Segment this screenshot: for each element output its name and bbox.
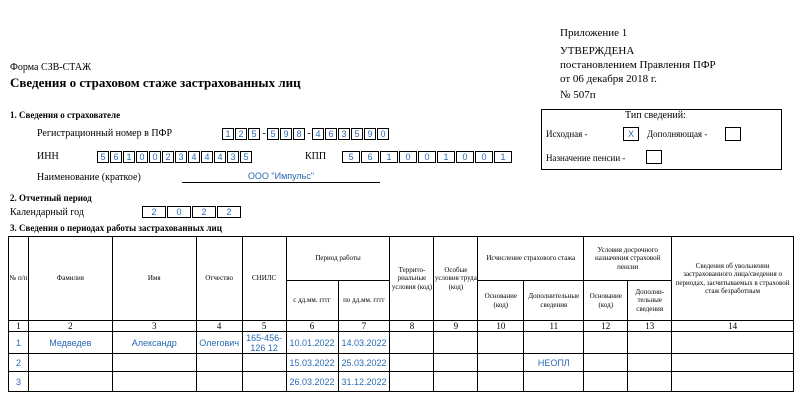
kpp-field[interactable]	[342, 151, 513, 163]
cell-to[interactable]: 14.03.2022	[338, 332, 390, 354]
column-numbers-row	[9, 321, 794, 332]
cell-patronymic[interactable]	[196, 354, 242, 372]
header-early-conditions: Условия досрочного назначения страховой пенсии	[584, 237, 672, 281]
reg-number-field[interactable]	[222, 128, 390, 140]
work-periods-table	[8, 236, 794, 392]
cell-basis2[interactable]	[584, 332, 628, 354]
reg-digit: 2	[235, 128, 247, 140]
table-row	[9, 354, 794, 372]
row-num: 3	[9, 372, 29, 392]
reg-digit: 8	[293, 128, 305, 140]
col-number: 8	[390, 321, 434, 332]
cell-snils[interactable]	[242, 354, 286, 372]
kpp-digit: 1	[494, 151, 512, 163]
pension-label: Назначение пенсии -	[546, 153, 626, 163]
cell-from[interactable]: 15.03.2022	[286, 354, 338, 372]
year-label: Календарный год	[10, 207, 84, 218]
cell-basis[interactable]	[478, 354, 524, 372]
approved-number: № 507п	[560, 89, 596, 101]
cell-name[interactable]: Александр	[112, 332, 196, 354]
cell-surname[interactable]: Медведев	[28, 332, 112, 354]
kpp-digit: 6	[361, 151, 379, 163]
cell-special[interactable]	[434, 354, 478, 372]
cell-additional2[interactable]	[628, 372, 672, 392]
pension-checkbox[interactable]	[646, 150, 662, 164]
inn-digit: 1	[123, 151, 135, 163]
inn-digit: 5	[97, 151, 109, 163]
section1-heading: 1. Сведения о страхователе	[10, 110, 121, 120]
inn-digit: 5	[240, 151, 252, 163]
cell-patronymic[interactable]: Олегович	[196, 332, 242, 354]
cell-surname[interactable]	[28, 372, 112, 392]
col-number: 10	[478, 321, 524, 332]
cell-basis2[interactable]	[584, 372, 628, 392]
col-number: 4	[196, 321, 242, 332]
inn-digit: 2	[162, 151, 174, 163]
header-surname: Фамилия	[28, 237, 112, 321]
cell-additional2[interactable]	[628, 332, 672, 354]
reg-digit: 0	[377, 128, 389, 140]
approved-date: от 06 декабря 2018 г.	[560, 73, 657, 85]
reg-digit: 5	[248, 128, 260, 140]
cell-name[interactable]	[112, 354, 196, 372]
reg-digit: 4	[312, 128, 324, 140]
inn-label: ИНН	[37, 151, 59, 162]
header-dismissal: Сведения об увольнении застрахованного лица/сведения о периодах, засчитываемых в страховой стаж безработным	[672, 237, 794, 321]
cell-territorial[interactable]	[390, 332, 434, 354]
kpp-digit: 0	[456, 151, 474, 163]
year-digit: 2	[217, 206, 241, 218]
header-basis2: Основание (код)	[584, 281, 628, 321]
cell-snils[interactable]: 165-456-126 12	[242, 332, 286, 354]
cell-special[interactable]	[434, 372, 478, 392]
cell-basis2[interactable]	[584, 354, 628, 372]
cell-snils[interactable]	[242, 372, 286, 392]
inn-digit: 4	[214, 151, 226, 163]
initial-checkbox[interactable]: X	[623, 127, 639, 141]
header-to: по дд.мм. гггг	[338, 281, 390, 321]
cell-from[interactable]: 26.03.2022	[286, 372, 338, 392]
year-digit: 2	[142, 206, 166, 218]
header-additional2: Дополни-тельные сведения	[628, 281, 672, 321]
col-number: 7	[338, 321, 390, 332]
cell-surname[interactable]	[28, 354, 112, 372]
page-title: Сведения о страховом стаже застрахованных лиц	[10, 75, 301, 90]
cell-patronymic[interactable]	[196, 372, 242, 392]
cell-dismissal[interactable]	[672, 354, 794, 372]
short-name-label: Наименование (краткое)	[37, 172, 141, 183]
reg-digit: 6	[325, 128, 337, 140]
header-basis: Основание (код)	[478, 281, 524, 321]
cell-dismissal[interactable]	[672, 332, 794, 354]
inn-digit: 0	[149, 151, 161, 163]
inn-field[interactable]	[97, 151, 253, 163]
col-number: 12	[584, 321, 628, 332]
initial-label: Исходная -	[546, 129, 588, 139]
approved-by: постановлением Правления ПФР	[560, 59, 716, 71]
col-number: 11	[524, 321, 584, 332]
header-num: № п/п	[9, 237, 29, 321]
row-num: 2	[9, 354, 29, 372]
col-number: 6	[286, 321, 338, 332]
header-snils: СНИЛС	[242, 237, 286, 321]
col-number: 13	[628, 321, 672, 332]
cell-name[interactable]	[112, 372, 196, 392]
header-additional: Дополнительные сведения	[524, 281, 584, 321]
cell-additional[interactable]	[524, 372, 584, 392]
header-name: Имя	[112, 237, 196, 321]
kpp-label: КПП	[305, 151, 327, 162]
supplementary-label: Дополняющая -	[647, 129, 708, 139]
cell-territorial[interactable]	[390, 354, 434, 372]
inn-digit: 3	[175, 151, 187, 163]
cell-territorial[interactable]	[390, 372, 434, 392]
inn-digit: 6	[110, 151, 122, 163]
kpp-digit: 5	[342, 151, 360, 163]
supplementary-checkbox[interactable]	[725, 127, 741, 141]
inn-digit: 4	[188, 151, 200, 163]
col-number: 3	[112, 321, 196, 332]
col-number: 1	[9, 321, 29, 332]
year-field[interactable]	[142, 206, 242, 218]
header-special: Особые условия труда (код)	[434, 237, 478, 321]
appendix-number: Приложение 1	[560, 27, 628, 39]
inn-digit: 4	[201, 151, 213, 163]
cell-to[interactable]: 25.03.2022	[338, 354, 390, 372]
short-name-field[interactable]: ООО "Импульс"	[182, 171, 380, 183]
year-digit: 0	[167, 206, 191, 218]
table-row	[9, 372, 794, 392]
col-number: 2	[28, 321, 112, 332]
header-from: с дд.мм. гггг	[286, 281, 338, 321]
col-number: 9	[434, 321, 478, 332]
inn-digit: 3	[227, 151, 239, 163]
cell-to[interactable]: 31.12.2022	[338, 372, 390, 392]
cell-additional2[interactable]	[628, 354, 672, 372]
cell-from[interactable]: 10.01.2022	[286, 332, 338, 354]
year-digit: 2	[192, 206, 216, 218]
kpp-digit: 0	[399, 151, 417, 163]
approved-label: УТВЕРЖДЕНА	[560, 45, 635, 57]
info-type-heading: Тип сведений:	[625, 110, 686, 121]
kpp-digit: 0	[475, 151, 493, 163]
reg-digit: 5	[351, 128, 363, 140]
reg-digit: 1	[222, 128, 234, 140]
header-territorial: Террито-риальные условия (код)	[390, 237, 434, 321]
kpp-digit: 1	[437, 151, 455, 163]
form-code: Форма СЗВ-СТАЖ	[10, 62, 92, 73]
header-period: Период работы	[286, 237, 390, 281]
table-row	[9, 332, 794, 354]
reg-digit: 5	[267, 128, 279, 140]
reg-number-label: Регистрационный номер в ПФР	[37, 128, 172, 139]
cell-additional[interactable]: НЕОПЛ	[524, 354, 584, 372]
header-patronymic: Отчество	[196, 237, 242, 321]
header-insurance-calc: Исчисление страхового стажа	[478, 237, 584, 281]
section3-heading: 3. Сведения о периодах работы застрахованных лиц	[10, 223, 222, 233]
cell-special[interactable]	[434, 332, 478, 354]
row-num: 1	[9, 332, 29, 354]
cell-basis[interactable]	[478, 372, 524, 392]
reg-digit: 9	[364, 128, 376, 140]
cell-dismissal[interactable]	[672, 372, 794, 392]
col-number: 14	[672, 321, 794, 332]
reg-digit: 9	[280, 128, 292, 140]
section2-heading: 2. Отчетный период	[10, 193, 92, 203]
col-number: 5	[242, 321, 286, 332]
inn-digit: 0	[136, 151, 148, 163]
reg-digit: 3	[338, 128, 350, 140]
reg-separator: -	[262, 128, 266, 139]
cell-additional[interactable]	[524, 332, 584, 354]
reg-separator: -	[307, 128, 311, 139]
kpp-digit: 0	[418, 151, 436, 163]
kpp-digit: 1	[380, 151, 398, 163]
cell-basis[interactable]	[478, 332, 524, 354]
